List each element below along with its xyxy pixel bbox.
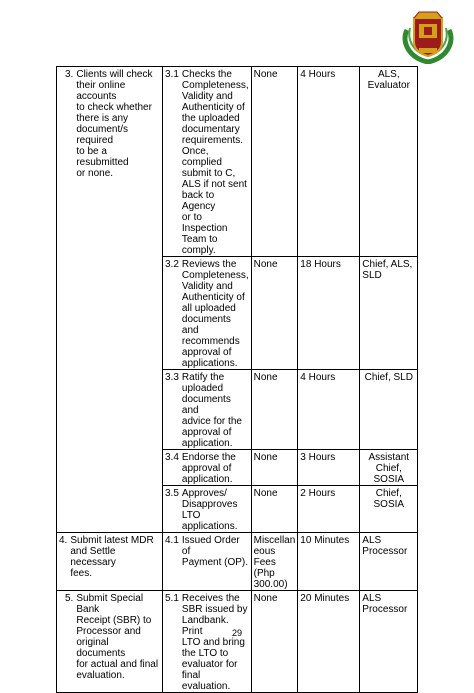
client-step-cell	[57, 67, 163, 533]
person-responsible-cell: ALS Processor	[360, 591, 418, 693]
fees-cell: None	[251, 450, 298, 486]
client-step-number: 4.	[59, 535, 68, 546]
fees-cell: None	[251, 591, 298, 693]
agency-action-cell	[163, 486, 252, 533]
agency-step-number: 4.1	[165, 535, 179, 546]
agency-step-text: Reviews the Completeness, Validity and Authenticity of all uploaded documents and recommends approval of applications.	[181, 259, 249, 369]
person-responsible-cell: Assistant Chief, SOSIA	[360, 450, 418, 486]
fees-cell: Miscellan eous Fees (Php 300.00)	[251, 533, 298, 591]
agency-step-number: 3.4	[165, 452, 179, 463]
table-row	[57, 67, 418, 257]
processing-time-cell: 10 Minutes	[298, 533, 360, 591]
table-row	[57, 591, 418, 693]
client-step-number: 3.	[65, 69, 74, 80]
processing-time-cell: 4 Hours	[298, 370, 360, 450]
agency-action-cell	[163, 67, 252, 257]
person-responsible-cell: Chief, ALS, SLD	[360, 257, 418, 370]
agency-action-cell	[163, 257, 252, 370]
agency-step-text: Ratify the uploaded documents and advice for the approval of application.	[181, 372, 242, 449]
fees-cell: None	[251, 486, 298, 533]
agency-action-cell	[163, 370, 252, 450]
agency-step-text: Issued Order of Payment (OP).	[181, 535, 249, 568]
agency-step-number: 3.2	[165, 259, 179, 270]
page-number: 29	[231, 628, 242, 638]
agency-step-number: 3.1	[165, 69, 179, 80]
processing-time-cell: 2 Hours	[298, 486, 360, 533]
agency-step-number: 3.5	[165, 488, 179, 499]
fees-cell: None	[251, 370, 298, 450]
client-step-text: Submit latest MDR and Settle necessary fees.	[70, 535, 154, 579]
agency-step-text: Checks the Completeness, Validity and Authenticity of the uploaded documentary requirements. Once, complied submit to C, ALS if not sent back to Agency or to Inspection Team to comply.	[181, 69, 249, 256]
agency-step-number: 3.3	[165, 372, 179, 383]
agency-step-text: Receives the SBR issued by Landbank. Print LTO and bring the LTO to evaluator for final evaluation.	[181, 593, 248, 692]
processing-time-cell: 20 Minutes	[298, 591, 360, 693]
processing-time-cell: 4 Hours	[298, 67, 360, 257]
client-step-cell	[57, 591, 163, 693]
client-step-text: Submit Special Bank Receipt (SBR) to Processor and original documents for actual and final evaluation.	[76, 593, 159, 681]
person-responsible-cell: ALS, Evaluator	[360, 67, 418, 257]
agency-step-number: 5.1	[165, 593, 179, 604]
client-step-text: Clients will check their online accounts to check whether there is any document/s required to be a resubmitted or none.	[76, 69, 153, 179]
agency-action-cell	[163, 591, 252, 693]
seal-logo-icon	[397, 8, 459, 64]
person-responsible-cell: ALS Processor	[360, 533, 418, 591]
fees-cell: None	[251, 257, 298, 370]
client-step-cell	[57, 533, 163, 591]
fees-cell: None	[251, 67, 298, 257]
client-step-number: 5.	[65, 593, 74, 604]
agency-action-cell	[163, 450, 252, 486]
processing-time-cell: 3 Hours	[298, 450, 360, 486]
agency-step-text: Endorse the approval of application.	[181, 452, 236, 485]
agency-step-text: Approves/ Disapproves LTO applications.	[181, 488, 238, 532]
person-responsible-cell: Chief, SLD	[360, 370, 418, 450]
processing-time-cell: 18 Hours	[298, 257, 360, 370]
agency-action-cell	[163, 533, 252, 591]
table-row	[57, 533, 418, 591]
person-responsible-cell: Chief, SOSIA	[360, 486, 418, 533]
process-table	[56, 66, 418, 693]
